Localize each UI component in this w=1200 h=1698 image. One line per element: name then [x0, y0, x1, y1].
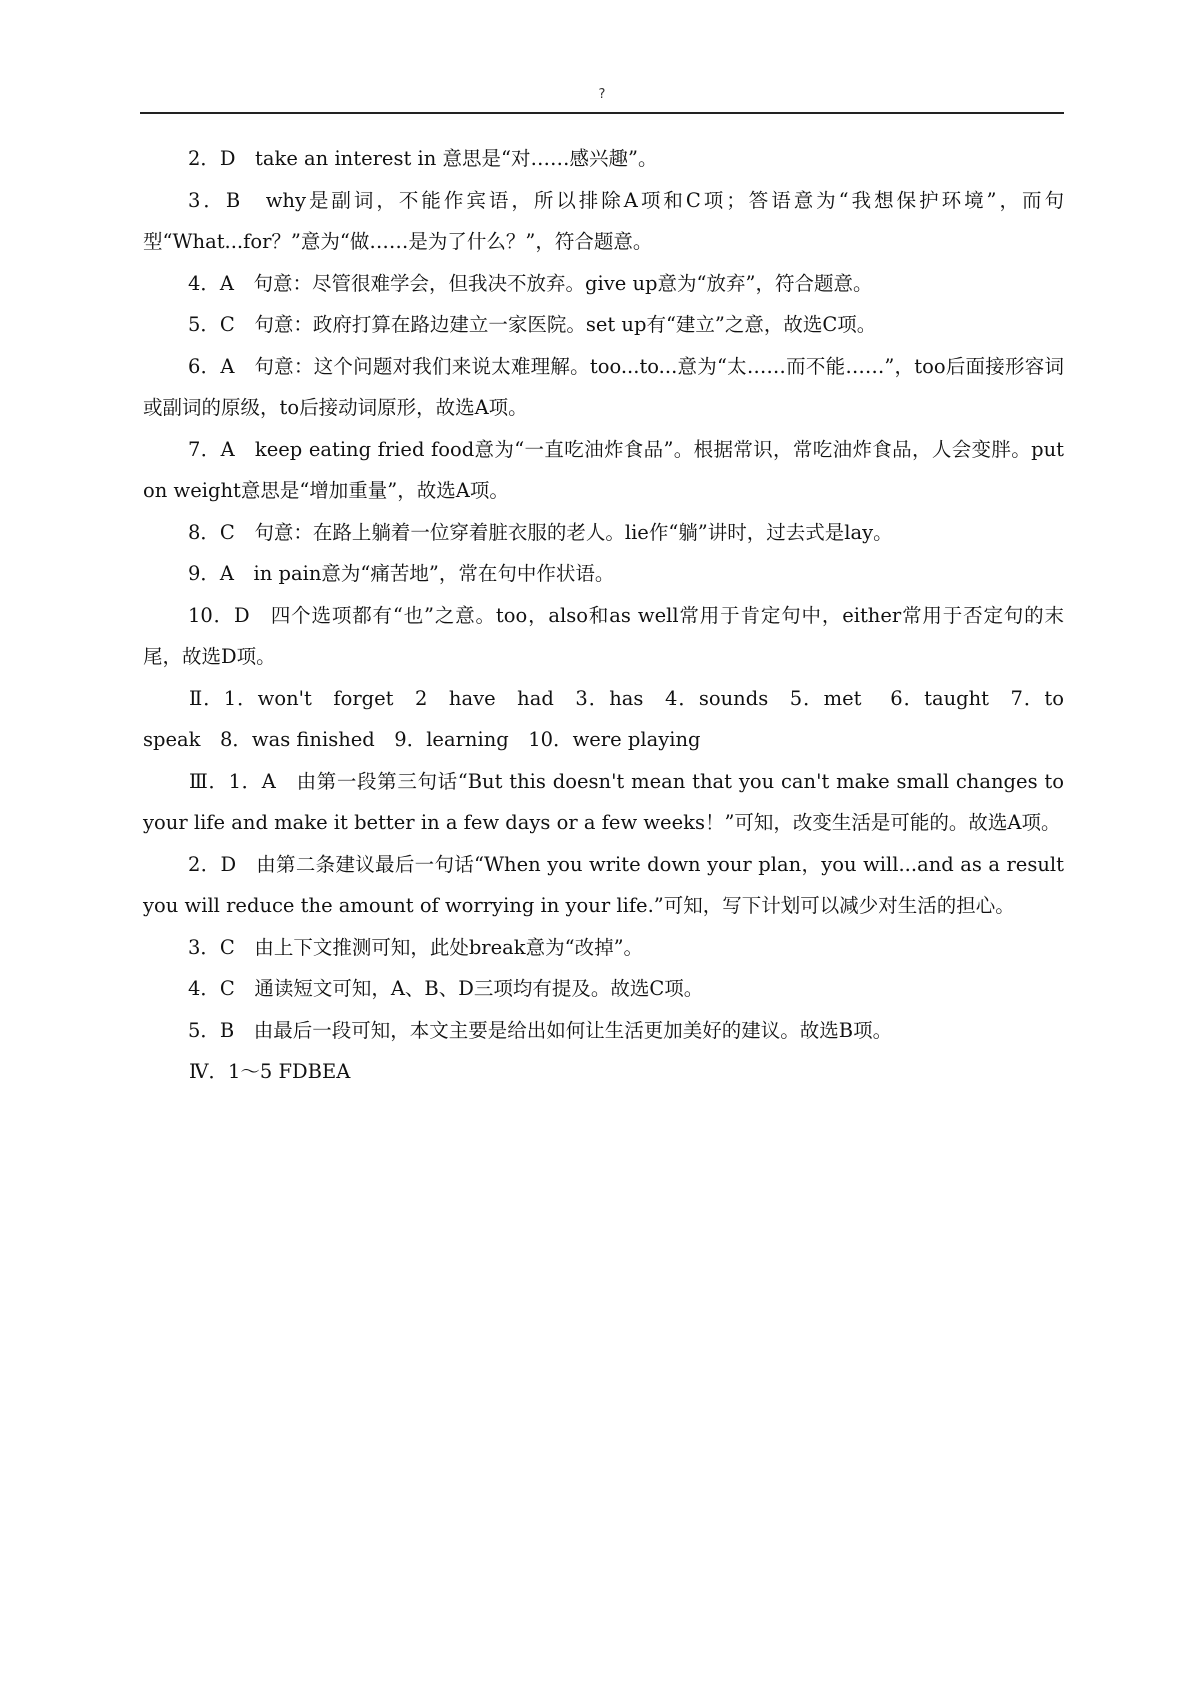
answer-paragraph: 7．A keep eating fried food意为“一直吃油炸食品”。根据常识，常吃油炸食品，人会变胖。put on weight意思是“增加重量”，故选A项。 [143, 437, 1064, 502]
answer-paragraph: 2．D take an interest in 意思是“对……感兴趣”。 [188, 147, 658, 170]
answer-paragraph: 3．C 由上下文推测可知，此处break意为“改掉”。 [188, 935, 644, 959]
answer-paragraph: 5．C 句意：政府打算在路边建立一家医院。set up有“建立”之意，故选C项。 [188, 313, 877, 336]
section-iii-answers: Ⅲ．1．A 由第一段第三句话“But this doesn't mean that you can't make small changes to your life and make it better in a few days or a few weeks！”可知，改变生活是可能的。故选A项。 [143, 769, 1064, 834]
answer-paragraph: 6．A 句意：这个问题对我们来说太难理解。too...to...意为“太……而不能……”，too后面接形容词或副词的原级，to后接动词原形，故选A项。 [143, 354, 1064, 419]
answer-paragraph: 10．D 四个选项都有“也”之意。too，also和as well常用于肯定句中，either常用于否定句的末尾，故选D项。 [143, 603, 1064, 668]
page-header [140, 84, 1064, 114]
answer-key-body [143, 138, 1084, 1093]
answer-paragraph: 4．C 通读短文可知，A、B、D三项均有提及。故选C项。 [188, 977, 704, 1000]
section-ii-answers: Ⅱ．1．won't forget 2 have had 3．has 4．sounds 5．met 6．taught 7．to speak 8．was finished 9．learning 10．were playing [143, 686, 1084, 751]
section-iv-answers: Ⅳ．1～5 FDBEA [189, 1060, 351, 1083]
answer-paragraph: 4．A 句意：尽管很难学会，但我决不放弃。give up意为“放弃”，符合题意。 [188, 271, 873, 295]
answer-paragraph: 9．A in pain意为“痛苦地”，常在句中作状语。 [188, 562, 615, 585]
answer-paragraph: 5．B 由最后一段可知，本文主要是给出如何让生活更加美好的建议。故选B项。 [188, 1018, 893, 1042]
answer-paragraph: 3．B why是副词，不能作宾语，所以排除A项和C项；答语意为“我想保护环境”，而句型“What...for？”意为“做……是为了什么？”，符合题意。 [143, 188, 1064, 253]
answer-paragraph: 8．C 句意：在路上躺着一位穿着脏衣服的老人。lie作“躺”讲时，过去式是lay。 [188, 520, 893, 544]
answer-paragraph: 2．D 由第二条建议最后一句话“When you write down your plan，you will...and as a result you will reduce the amount of worrying in your life.”可知，写下计划可以减少对生活的担心。 [143, 852, 1064, 917]
header-mark: ? [598, 87, 606, 102]
